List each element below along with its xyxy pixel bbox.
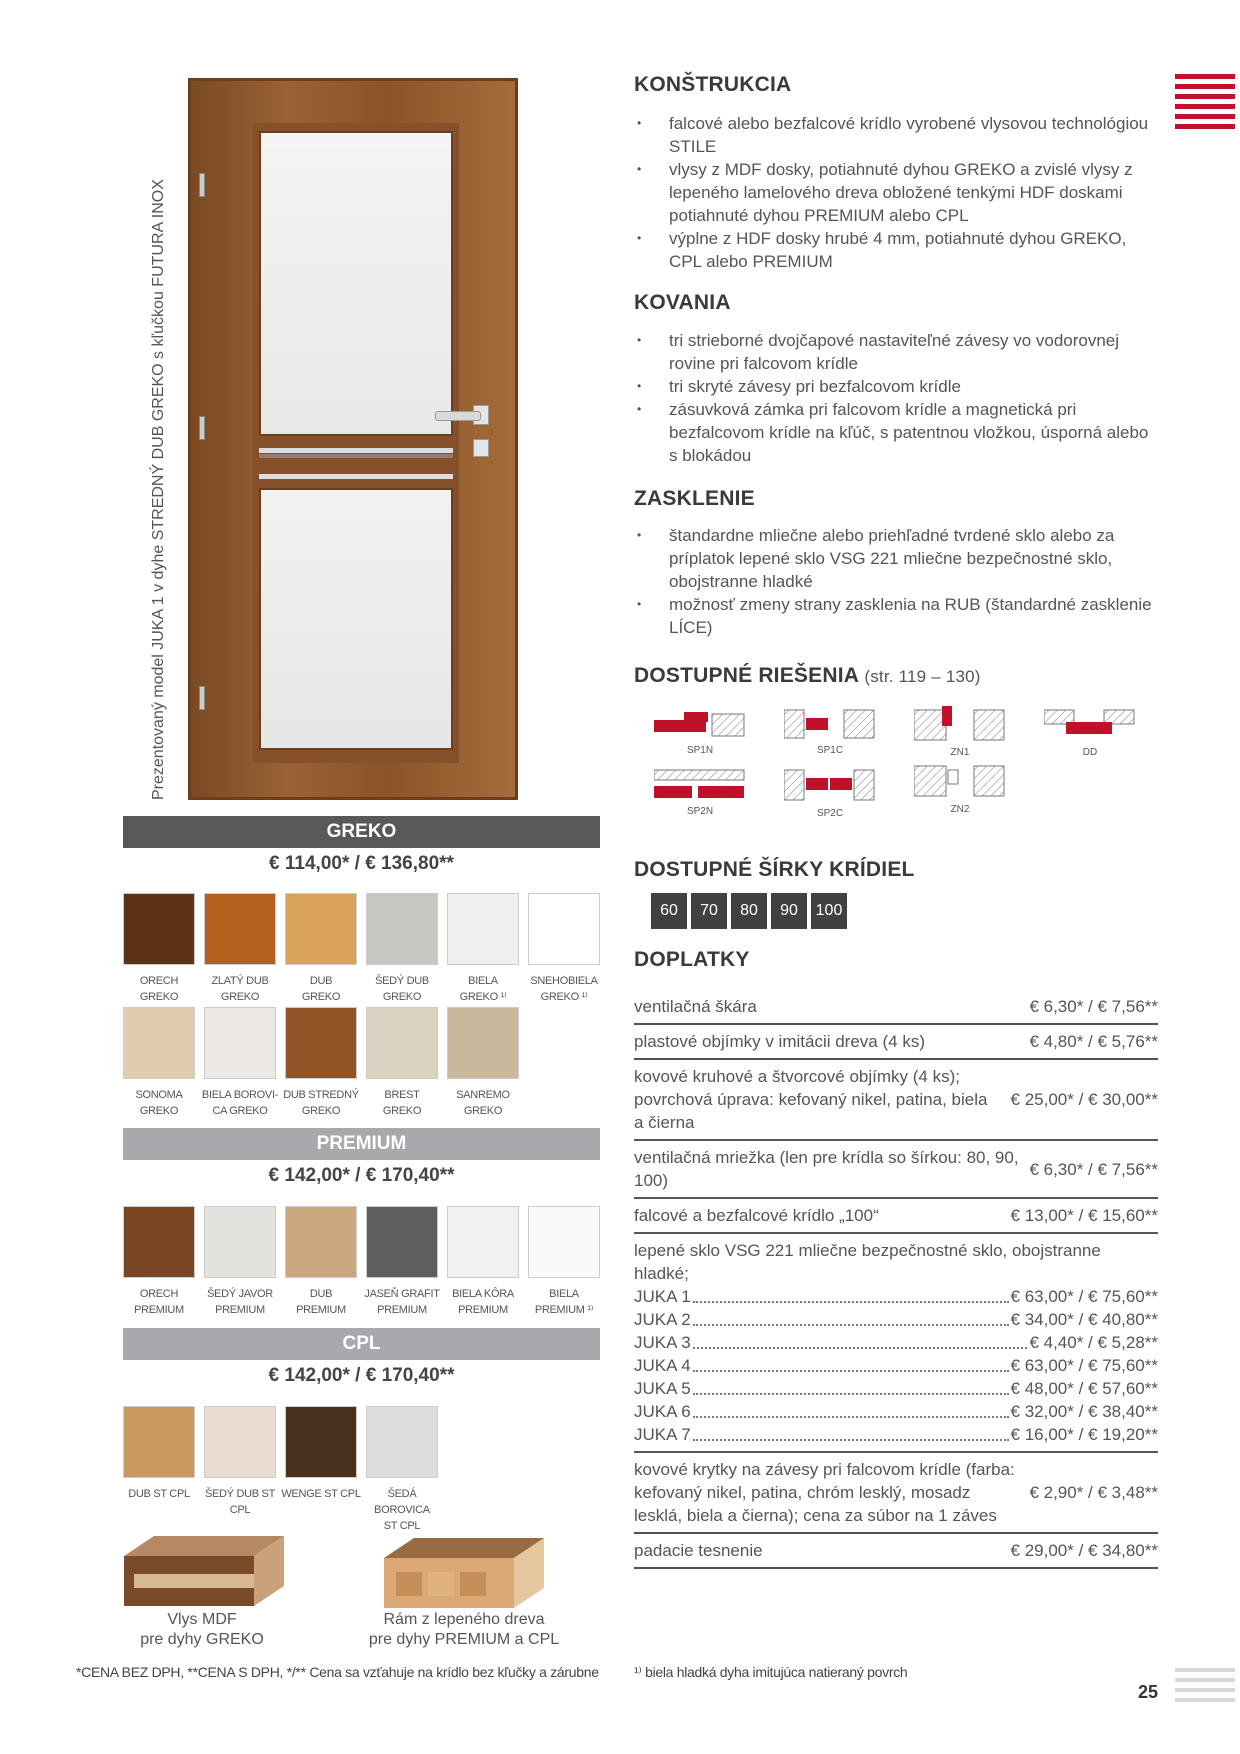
sol-label: SP2N xyxy=(686,806,714,817)
swatch-premium xyxy=(447,1206,519,1278)
glulam-profile-image xyxy=(384,1538,544,1610)
table-row-vsg: lepené sklo VSG 221 mliečne bezpečnostné sklo, obojstranne hladké; JUKA 1 € 63,00* / € 75,60** JUKA 2 € 34,00* / € 40,80** JUKA 3 € 4,40* / € 5,28** JUKA 4 € 63,00* / € 75,60** JUKA 5 € 48,00* / € 57,60** JUKA 6 € 32,00* / € 38,40** JUKA 7 € 16,00* / € 19,20** xyxy=(634,1234,1158,1453)
heading-zasklenie: ZASKLENIE xyxy=(634,487,755,510)
decorative-stripes-bottom xyxy=(1175,1668,1235,1708)
mdf-profile-label: Vlys MDF pre dyhy GREKO xyxy=(140,1611,264,1648)
sol-label: DD xyxy=(1082,747,1098,758)
vsg-item: JUKA 5 € 48,00* / € 57,60** xyxy=(634,1379,1158,1398)
list-zasklenie xyxy=(634,524,1154,639)
heading-konstrukcia: KONŠTRUKCIA xyxy=(634,73,792,96)
swatch-greko xyxy=(447,1007,519,1079)
vertical-caption: Prezentovaný model JUKA 1 v dyhe STREDNÝ DUB GREKO s kľučkou FUTURA INOX xyxy=(150,179,167,800)
page-number: 25 xyxy=(1138,1682,1159,1702)
swatch-cpl xyxy=(285,1406,357,1478)
premium-band: PREMIUM xyxy=(123,1128,600,1160)
list-item: • možnosť zmeny strany zasklenia na RUB (štandardné zasklenie LÍCE) xyxy=(634,593,1154,639)
heading-kovania: KOVANIA xyxy=(634,291,731,314)
greko-band: GREKO xyxy=(123,816,600,848)
swatch-greko xyxy=(285,1007,357,1079)
list-item: • zásuvková zámka pri falcovom krídle a magnetická pri bezfalcovom krídle na kľúč, s patentnou vložkou, úsporná alebo s blokádou xyxy=(634,398,1154,467)
door-handle xyxy=(435,411,481,421)
swatch-label: JASEŇ GRAFIT PREMIUM xyxy=(364,1288,440,1316)
table-row: padacie tesnenie € 29,00* / € 34,80** xyxy=(634,1534,1158,1569)
sol-label: SP1C xyxy=(816,745,844,756)
swatch-label: SONOMA GREKO xyxy=(135,1089,183,1117)
list-item: • vlysy z MDF dosky, potiahnuté dyhou GREKO a zvislé vlysy z lepeného lamelového dreva obložené tenkými HDF doskami potiahnuté dyhou PREMIUM alebo CPL xyxy=(634,158,1154,227)
table-row: plastové objímky v imitácii dreva (4 ks) € 4,80* / € 5,76** xyxy=(634,1025,1158,1060)
swatch-cpl xyxy=(204,1406,276,1478)
table-row: ventilačná mriežka (len pre krídla so šírkou: 80, 90, 100) € 6,30* / € 7,56** xyxy=(634,1141,1158,1199)
heading-doplatky: DOPLATKY xyxy=(634,948,750,971)
door-glass-top xyxy=(259,131,453,436)
swatch-greko xyxy=(204,1007,276,1079)
cpl-band: CPL xyxy=(123,1328,600,1360)
cpl-price: € 142,00* / € 170,40** xyxy=(268,1365,455,1386)
list-item: • tri strieborné dvojčapové nastaviteľné závesy vo vodorovnej rovine pri falcovom krídle xyxy=(634,329,1154,375)
heading-sirky: DOSTUPNÉ ŠÍRKY KRÍDIEL xyxy=(634,858,915,881)
swatch-label: WENGE ST CPL xyxy=(281,1488,361,1500)
swatch-greko xyxy=(285,893,357,965)
width-options xyxy=(651,893,847,929)
width-box: 80 xyxy=(731,893,767,929)
vsg-item: JUKA 2 € 34,00* / € 40,80** xyxy=(634,1310,1158,1329)
swatch-greko xyxy=(366,893,438,965)
hinge-icon xyxy=(199,173,205,197)
width-box: 60 xyxy=(651,893,687,929)
vsg-item: JUKA 7 € 16,00* / € 19,20** xyxy=(634,1425,1158,1444)
sol-label: SP2C xyxy=(816,808,844,819)
surcharges-table xyxy=(634,990,1158,1569)
swatch-greko xyxy=(123,1007,195,1079)
swatch-greko xyxy=(204,893,276,965)
hinge-icon xyxy=(199,686,205,710)
swatch-label: DUB ST CPL xyxy=(128,1488,190,1500)
heading-riesenia: DOSTUPNÉ RIEŠENIA (str. 119 – 130) xyxy=(634,664,981,687)
swatch-label: ŠEDÝ DUB ST CPL xyxy=(204,1488,276,1516)
door-image xyxy=(188,78,518,800)
vsg-item: JUKA 1 € 63,00* / € 75,60** xyxy=(634,1287,1158,1306)
list-item: • štandardne mliečne alebo priehľadné tvrdené sklo alebo za príplatok lepené sklo VSG 221 mliečne bezpečnostné sklo, obojstranne hladké xyxy=(634,524,1154,593)
swatch-label: DUB GREKO xyxy=(301,975,341,1003)
footnote-right: ¹⁾ biela hladká dyha imitujúca natieraný povrch xyxy=(634,1664,908,1680)
table-row: falcové a bezfalcové krídlo „100“ € 13,00* / € 15,60** xyxy=(634,1199,1158,1234)
swatch-label: ŠEDÝ JAVOR PREMIUM xyxy=(207,1288,273,1316)
swatch-greko xyxy=(528,893,600,965)
vsg-item: JUKA 6 € 32,00* / € 38,40** xyxy=(634,1402,1158,1421)
list-item: • výplne z HDF dosky hrubé 4 mm, potiahnuté dyhou GREKO, CPL alebo PREMIUM xyxy=(634,227,1154,273)
swatch-label: BIELA PREMIUM ¹⁾ xyxy=(534,1288,594,1316)
list-konstrukcia xyxy=(634,112,1154,273)
list-kovania xyxy=(634,329,1154,467)
swatch-label: ŠEDÝ DUB GREKO xyxy=(375,975,429,1003)
lock-escutcheon xyxy=(473,439,489,457)
sol-label: SP1N xyxy=(686,745,714,756)
list-item: • tri skryté závesy pri bezfalcovom krídle xyxy=(634,375,1154,398)
door-glass-bottom xyxy=(259,488,453,750)
swatch-greko xyxy=(447,893,519,965)
swatch-label: BIELA KÔRA PREMIUM xyxy=(452,1288,514,1316)
swatch-cpl xyxy=(366,1406,438,1478)
vsg-item: JUKA 3 € 4,40* / € 5,28** xyxy=(634,1333,1158,1352)
swatch-label: ZLATÝ DUB GREKO xyxy=(211,975,269,1003)
swatch-label: BIELA GREKO ¹⁾ xyxy=(459,975,507,1003)
table-row: kovové kruhové a štvorcové objímky (4 ks); povrchová úprava: kefovaný nikel, patina, biela a čierna € 25,00* / € 30,00** xyxy=(634,1060,1158,1141)
swatch-cpl xyxy=(123,1406,195,1478)
swatch-label: SNEHOBIELA GREKO ¹⁾ xyxy=(530,975,598,1003)
hinge-icon xyxy=(199,416,205,440)
swatch-premium xyxy=(285,1206,357,1278)
swatch-label: DUB PREMIUM xyxy=(296,1288,346,1316)
sol-label: ZN1 xyxy=(950,747,970,758)
sol-label: ZN2 xyxy=(950,804,970,815)
swatch-premium xyxy=(204,1206,276,1278)
decorative-stripes-top xyxy=(1175,74,1235,134)
swatch-premium xyxy=(366,1206,438,1278)
swatch-premium xyxy=(528,1206,600,1278)
greko-price: € 114,00* / € 136,80** xyxy=(269,853,454,874)
premium-price: € 142,00* / € 170,40** xyxy=(268,1165,455,1186)
swatch-label: DUB STREDNÝ GREKO xyxy=(283,1089,359,1117)
width-box: 100 xyxy=(811,893,847,929)
swatch-label: SANREMO GREKO xyxy=(456,1089,510,1117)
width-box: 90 xyxy=(771,893,807,929)
swatch-greko xyxy=(123,893,195,965)
swatch-label: BIELA BOROVI- CA GREKO xyxy=(201,1089,279,1117)
list-item: • falcové alebo bezfalcové krídlo vyrobené vlysovou technológiou STILE xyxy=(634,112,1154,158)
width-box: 70 xyxy=(691,893,727,929)
footnote-left: *CENA BEZ DPH, **CENA S DPH, */** Cena sa vzťahuje na krídlo bez kľučky a zárubne xyxy=(76,1664,599,1680)
table-row: kovové krytky na závesy pri falcovom krídle (farba: kefovaný nikel, patina, chróm lesklý, mosadz lesklá, biela a čierna); cena za súbor na 1 záves € 2,90* / € 3,48** xyxy=(634,1453,1158,1534)
swatch-label: ORECH PREMIUM xyxy=(134,1288,184,1316)
vsg-item: JUKA 4 € 63,00* / € 75,60** xyxy=(634,1356,1158,1375)
mdf-profile-image xyxy=(124,1536,284,1608)
swatch-label: BREST GREKO xyxy=(382,1089,422,1117)
swatch-greko xyxy=(366,1007,438,1079)
glulam-profile-label: Rám z lepeného dreva pre dyhy PREMIUM a CPL xyxy=(368,1611,560,1648)
table-row: ventilačná škára € 6,30* / € 7,56** xyxy=(634,990,1158,1025)
swatch-label: ŠEDÁ BOROVICA ST CPL xyxy=(374,1488,430,1532)
swatch-label: ORECH GREKO xyxy=(139,975,179,1003)
swatch-premium xyxy=(123,1206,195,1278)
